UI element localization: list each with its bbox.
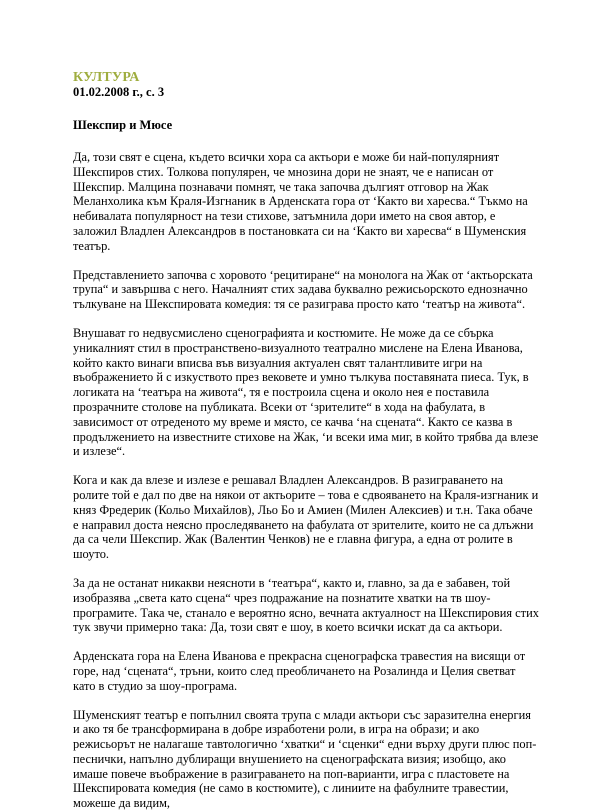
article-paragraph: Представлението започва с хоровото ‘рецитиране“ на монолога на Жак от ‘актьорската трупа“ и завършва с него. Началният стих задава буквално режисьорското еднозначно тълкуване на Шекспировата комедия: тя се разиграва просто като ‘театър на живота“. [73,268,540,312]
article-paragraph: Шуменският театър е попълнил своята трупа с млади актьори със заразителна енергия и ако тя бе трансформирана в добре изработени роли, в игра на образи; и ако режисьорът не налагаше тавтологично ‘хватки“ и ‘сценки“ едни върху други плюс поп-песнички, напълно дублиращи внушението на сценографската визия; изобщо, ако имаше повече въображение в разиграването на поп-варианти, игра с пластовете на Шекспировата комедия (не само в костюмите), с линиите на фабулните травестии, можеше да видим, [73,708,540,811]
article-title: Шекспир и Мюсе [73,118,540,132]
article-paragraph: Арденската гора на Елена Иванова е прекрасна сценографска травестия на висящи от горе, над ‘сцената“, тръни, които след преобличането на Розалинда и Целия светват като в студио за шоу-програма. [73,649,540,693]
section-heading: КУЛТУРА [73,71,540,85]
article-paragraph: Да, този свят е сцена, където всички хора са актьори е може би най-популярният Шекспиров стих. Толкова популярен, че мнозина дори не знаят, че е написан от Шекспир. Малцина познавачи помнят, че така започва дългият отговор на Жак Меланхолика към Краля-Изгнаник в Арденската гора от ‘Както ви харесва.“ Тъкмо на небивалата популярност на тези стихове, затъмнила дори името на своя автор, е заложил Владлен Александров в постановката си на ‘Както ви харесва“ в Шуменския театър. [73,150,540,254]
article-paragraph: За да не останат никакви неясноти в ‘театъра“, както и, главно, за да е забавен, той изобразява „света като сцена“ чрез подражание на познатите хватки на тв шоу-програмите. Така че, станало е вероятно ясно, вечната актуалност на Шекспировия стих тук звучи примерно така: Да, този свят е шоу, в което всички искат да са актьори. [73,576,540,635]
article-paragraph: Внушават го недвусмислено сценографията и костюмите. Не може да се сбърка уникалният стил в пространствено-визуалното театрално мислене на Елена Иванова, който както винаги вписва във визуалния актуален свят талантливите игри на въображението й с изкуството през вековете и умно тълкува поставяната пиеса. Тук, в логиката на ‘театъра на живота“, тя е построила сцена и около нея е поставила прозрачните столове на публиката. Всеки от ‘зрителите“ в хода на фабулата, в зависимост от отреденото му време и място, се качва ‘на сцената“. Както се казва в продължението на известните стихове на Жак, ‘и всеки има миг, в който трябва да влезе и излезе“. [73,326,540,459]
publication-date: 01.02.2008 г., с. 3 [73,85,540,99]
article-paragraph: Кога и как да влезе и излезе е решавал Владлен Александров. В разиграването на ролите той е дал по две на някои от актьорите – това е сдвояването на Краля-изгнаник и княз Фредерик (Кольо Михайлов), Льо Бо и Амиен (Милен Алексиев) и т.н. Така обаче е направил доста неясно проследяването на фабулата от зрителите, които не са длъжни да са чели Шекспир. Жак (Валентин Ченков) не е главна фигура, а една от ролите в шоуто. [73,473,540,562]
